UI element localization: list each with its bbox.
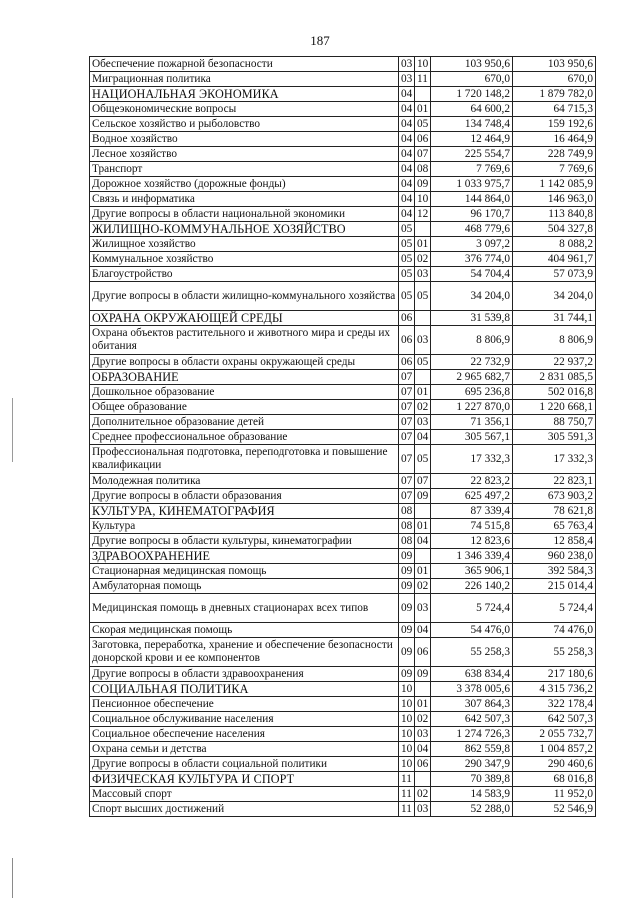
amount-year-1: 54 704,4 <box>431 267 513 282</box>
amount-year-2: 670,0 <box>513 72 596 87</box>
subsection-code: 01 <box>415 102 431 117</box>
item-name: Скорая медицинская помощь <box>90 623 399 638</box>
amount-year-2: 504 327,8 <box>513 222 596 237</box>
item-name: Заготовка, переработка, хранение и обеспечение безопасности донорской крови и ее компонентов <box>90 638 399 667</box>
section-code: 09 <box>399 564 415 579</box>
section-row <box>90 772 596 787</box>
item-name: Молодежная политика <box>90 474 399 489</box>
section-code: 09 <box>399 623 415 638</box>
item-name: Коммунальное хозяйство <box>90 252 399 267</box>
section-code: 06 <box>399 326 415 355</box>
amount-year-2: 502 016,8 <box>513 385 596 400</box>
section-code: 04 <box>399 162 415 177</box>
subsection-code: 08 <box>415 162 431 177</box>
table-row <box>90 72 596 87</box>
amount-year-1: 22 823,2 <box>431 474 513 489</box>
section-row <box>90 504 596 519</box>
amount-year-2: 642 507,3 <box>513 712 596 727</box>
section-row <box>90 549 596 564</box>
amount-year-2: 8 806,9 <box>513 326 596 355</box>
subsection-code: 02 <box>415 787 431 802</box>
table-row <box>90 177 596 192</box>
item-name: Лесное хозяйство <box>90 147 399 162</box>
section-code: 07 <box>399 385 415 400</box>
table-row <box>90 594 596 623</box>
amount-year-2: 74 476,0 <box>513 623 596 638</box>
budget-table-body <box>90 57 596 817</box>
section-code: 08 <box>399 519 415 534</box>
amount-year-2: 78 621,8 <box>513 504 596 519</box>
item-name: Водное хозяйство <box>90 132 399 147</box>
subsection-code: 03 <box>415 415 431 430</box>
subsection-code: 01 <box>415 385 431 400</box>
subsection-code <box>415 682 431 697</box>
table-row <box>90 757 596 772</box>
item-name: Другие вопросы в области охраны окружающей среды <box>90 355 399 370</box>
item-name: ЗДРАВООХРАНЕНИЕ <box>90 549 399 564</box>
amount-year-2: 16 464,9 <box>513 132 596 147</box>
section-code: 07 <box>399 415 415 430</box>
subsection-code: 04 <box>415 430 431 445</box>
amount-year-1: 103 950,6 <box>431 57 513 72</box>
amount-year-1: 71 356,1 <box>431 415 513 430</box>
table-row <box>90 489 596 504</box>
item-name: ЖИЛИЩНО-КОММУНАЛЬНОЕ ХОЗЯЙСТВО <box>90 222 399 237</box>
amount-year-2: 673 903,2 <box>513 489 596 504</box>
item-name: Охрана объектов растительного и животного мира и среды их обитания <box>90 326 399 355</box>
amount-year-1: 1 346 339,4 <box>431 549 513 564</box>
subsection-code: 04 <box>415 742 431 757</box>
amount-year-2: 11 952,0 <box>513 787 596 802</box>
amount-year-1: 34 204,0 <box>431 282 513 311</box>
item-name: Амбулаторная помощь <box>90 579 399 594</box>
section-code: 07 <box>399 430 415 445</box>
subsection-code: 01 <box>415 564 431 579</box>
amount-year-2: 1 220 668,1 <box>513 400 596 415</box>
section-code: 10 <box>399 697 415 712</box>
subsection-code: 02 <box>415 400 431 415</box>
table-row <box>90 742 596 757</box>
subsection-code: 01 <box>415 519 431 534</box>
item-name: Другие вопросы в области жилищно-коммунального хозяйства <box>90 282 399 311</box>
section-code: 04 <box>399 207 415 222</box>
item-name: Стационарная медицинская помощь <box>90 564 399 579</box>
section-code: 04 <box>399 117 415 132</box>
amount-year-1: 468 779,6 <box>431 222 513 237</box>
amount-year-2: 4 315 736,2 <box>513 682 596 697</box>
table-row <box>90 445 596 474</box>
subsection-code: 02 <box>415 579 431 594</box>
section-code: 05 <box>399 252 415 267</box>
section-row <box>90 682 596 697</box>
table-row <box>90 415 596 430</box>
amount-year-2: 88 750,7 <box>513 415 596 430</box>
table-row <box>90 267 596 282</box>
table-row <box>90 57 596 72</box>
section-code: 09 <box>399 594 415 623</box>
section-code: 10 <box>399 727 415 742</box>
margin-mark <box>12 858 13 898</box>
amount-year-1: 695 236,8 <box>431 385 513 400</box>
amount-year-2: 228 749,9 <box>513 147 596 162</box>
subsection-code: 03 <box>415 727 431 742</box>
item-name: ОХРАНА ОКРУЖАЮЩЕЙ СРЕДЫ <box>90 311 399 326</box>
table-row <box>90 326 596 355</box>
subsection-code: 07 <box>415 474 431 489</box>
amount-year-1: 670,0 <box>431 72 513 87</box>
amount-year-1: 3 097,2 <box>431 237 513 252</box>
section-code: 05 <box>399 237 415 252</box>
amount-year-2: 146 963,0 <box>513 192 596 207</box>
table-row <box>90 385 596 400</box>
amount-year-1: 14 583,9 <box>431 787 513 802</box>
subsection-code: 05 <box>415 355 431 370</box>
amount-year-2: 960 238,0 <box>513 549 596 564</box>
amount-year-2: 64 715,3 <box>513 102 596 117</box>
subsection-code: 10 <box>415 57 431 72</box>
section-code: 06 <box>399 355 415 370</box>
table-row <box>90 117 596 132</box>
section-code: 05 <box>399 267 415 282</box>
section-code: 09 <box>399 579 415 594</box>
amount-year-2: 34 204,0 <box>513 282 596 311</box>
amount-year-2: 7 769,6 <box>513 162 596 177</box>
subsection-code: 05 <box>415 282 431 311</box>
amount-year-2: 1 142 085,9 <box>513 177 596 192</box>
table-row <box>90 207 596 222</box>
amount-year-2: 5 724,4 <box>513 594 596 623</box>
amount-year-2: 12 858,4 <box>513 534 596 549</box>
amount-year-1: 365 906,1 <box>431 564 513 579</box>
item-name: Обеспечение пожарной безопасности <box>90 57 399 72</box>
table-row <box>90 474 596 489</box>
subsection-code: 01 <box>415 697 431 712</box>
item-name: Дошкольное образование <box>90 385 399 400</box>
amount-year-1: 64 600,2 <box>431 102 513 117</box>
amount-year-1: 12 823,6 <box>431 534 513 549</box>
section-code: 05 <box>399 222 415 237</box>
amount-year-1: 134 748,4 <box>431 117 513 132</box>
amount-year-2: 103 950,6 <box>513 57 596 72</box>
amount-year-1: 7 769,6 <box>431 162 513 177</box>
section-code: 06 <box>399 311 415 326</box>
item-name: Спорт высших достижений <box>90 802 399 817</box>
amount-year-1: 55 258,3 <box>431 638 513 667</box>
section-code: 04 <box>399 147 415 162</box>
table-row <box>90 564 596 579</box>
item-name: Дорожное хозяйство (дорожные фонды) <box>90 177 399 192</box>
amount-year-1: 307 864,3 <box>431 697 513 712</box>
item-name: Социальное обслуживание населения <box>90 712 399 727</box>
section-code: 05 <box>399 282 415 311</box>
table-row <box>90 355 596 370</box>
subsection-code: 01 <box>415 237 431 252</box>
section-code: 10 <box>399 742 415 757</box>
item-name: Сельское хозяйство и рыболовство <box>90 117 399 132</box>
amount-year-2: 305 591,3 <box>513 430 596 445</box>
item-name: Другие вопросы в области национальной экономики <box>90 207 399 222</box>
table-row <box>90 534 596 549</box>
table-row <box>90 252 596 267</box>
subsection-code: 04 <box>415 534 431 549</box>
table-row <box>90 787 596 802</box>
amount-year-2: 404 961,7 <box>513 252 596 267</box>
item-name: ОБРАЗОВАНИЕ <box>90 370 399 385</box>
section-row <box>90 370 596 385</box>
amount-year-1: 625 497,2 <box>431 489 513 504</box>
table-row <box>90 802 596 817</box>
item-name: Жилищное хозяйство <box>90 237 399 252</box>
subsection-code <box>415 772 431 787</box>
amount-year-1: 1 227 870,0 <box>431 400 513 415</box>
amount-year-1: 22 732,9 <box>431 355 513 370</box>
section-code: 04 <box>399 132 415 147</box>
subsection-code: 09 <box>415 489 431 504</box>
amount-year-2: 55 258,3 <box>513 638 596 667</box>
subsection-code: 03 <box>415 326 431 355</box>
table-row <box>90 623 596 638</box>
margin-mark <box>12 398 13 462</box>
section-code: 04 <box>399 177 415 192</box>
item-name: Другие вопросы в области здравоохранения <box>90 667 399 682</box>
amount-year-2: 215 014,4 <box>513 579 596 594</box>
amount-year-1: 70 389,8 <box>431 772 513 787</box>
amount-year-2: 52 546,9 <box>513 802 596 817</box>
amount-year-1: 638 834,4 <box>431 667 513 682</box>
table-row <box>90 519 596 534</box>
section-code: 03 <box>399 72 415 87</box>
amount-year-1: 290 347,9 <box>431 757 513 772</box>
item-name: Пенсионное обеспечение <box>90 697 399 712</box>
item-name: КУЛЬТУРА, КИНЕМАТОГРАФИЯ <box>90 504 399 519</box>
table-row <box>90 162 596 177</box>
section-code: 07 <box>399 400 415 415</box>
amount-year-1: 31 539,8 <box>431 311 513 326</box>
amount-year-1: 144 864,0 <box>431 192 513 207</box>
table-row <box>90 132 596 147</box>
subsection-code: 06 <box>415 757 431 772</box>
subsection-code <box>415 311 431 326</box>
subsection-code: 03 <box>415 267 431 282</box>
amount-year-1: 1 274 726,3 <box>431 727 513 742</box>
item-name: ФИЗИЧЕСКАЯ КУЛЬТУРА И СПОРТ <box>90 772 399 787</box>
subsection-code: 03 <box>415 594 431 623</box>
subsection-code <box>415 549 431 564</box>
section-code: 03 <box>399 57 415 72</box>
amount-year-1: 12 464,9 <box>431 132 513 147</box>
section-code: 07 <box>399 489 415 504</box>
subsection-code: 05 <box>415 445 431 474</box>
section-code: 04 <box>399 102 415 117</box>
amount-year-1: 642 507,3 <box>431 712 513 727</box>
subsection-code <box>415 370 431 385</box>
amount-year-2: 217 180,6 <box>513 667 596 682</box>
table-row <box>90 237 596 252</box>
section-row <box>90 311 596 326</box>
amount-year-1: 52 288,0 <box>431 802 513 817</box>
item-name: Другие вопросы в области социальной политики <box>90 757 399 772</box>
amount-year-1: 376 774,0 <box>431 252 513 267</box>
item-name: Массовый спорт <box>90 787 399 802</box>
section-code: 09 <box>399 549 415 564</box>
amount-year-2: 290 460,6 <box>513 757 596 772</box>
table-row <box>90 697 596 712</box>
amount-year-1: 74 515,8 <box>431 519 513 534</box>
section-code: 08 <box>399 504 415 519</box>
amount-year-2: 1 004 857,2 <box>513 742 596 757</box>
amount-year-2: 68 016,8 <box>513 772 596 787</box>
amount-year-2: 2 831 085,5 <box>513 370 596 385</box>
subsection-code: 10 <box>415 192 431 207</box>
subsection-code: 09 <box>415 177 431 192</box>
item-name: СОЦИАЛЬНАЯ ПОЛИТИКА <box>90 682 399 697</box>
table-row <box>90 102 596 117</box>
subsection-code: 07 <box>415 147 431 162</box>
section-code: 04 <box>399 87 415 102</box>
item-name: Благоустройство <box>90 267 399 282</box>
amount-year-2: 65 763,4 <box>513 519 596 534</box>
subsection-code: 05 <box>415 117 431 132</box>
section-row <box>90 222 596 237</box>
table-row <box>90 638 596 667</box>
table-row <box>90 192 596 207</box>
section-code: 09 <box>399 667 415 682</box>
subsection-code <box>415 504 431 519</box>
table-row <box>90 727 596 742</box>
amount-year-2: 22 937,2 <box>513 355 596 370</box>
item-name: Другие вопросы в области образования <box>90 489 399 504</box>
subsection-code <box>415 222 431 237</box>
subsection-code: 02 <box>415 252 431 267</box>
subsection-code: 04 <box>415 623 431 638</box>
item-name: Среднее профессиональное образование <box>90 430 399 445</box>
subsection-code: 06 <box>415 132 431 147</box>
amount-year-1: 96 170,7 <box>431 207 513 222</box>
item-name: Дополнительное образование детей <box>90 415 399 430</box>
section-code: 07 <box>399 474 415 489</box>
section-code: 07 <box>399 445 415 474</box>
amount-year-1: 8 806,9 <box>431 326 513 355</box>
item-name: Охрана семьи и детства <box>90 742 399 757</box>
table-row <box>90 282 596 311</box>
item-name: Общее образование <box>90 400 399 415</box>
table-row <box>90 147 596 162</box>
amount-year-1: 862 559,8 <box>431 742 513 757</box>
amount-year-2: 392 584,3 <box>513 564 596 579</box>
amount-year-2: 113 840,8 <box>513 207 596 222</box>
amount-year-2: 8 088,2 <box>513 237 596 252</box>
subsection-code: 12 <box>415 207 431 222</box>
subsection-code: 09 <box>415 667 431 682</box>
table-row <box>90 579 596 594</box>
section-code: 10 <box>399 757 415 772</box>
table-row <box>90 400 596 415</box>
budget-table <box>89 56 596 817</box>
amount-year-2: 322 178,4 <box>513 697 596 712</box>
amount-year-2: 159 192,6 <box>513 117 596 132</box>
subsection-code: 03 <box>415 802 431 817</box>
item-name: Социальное обеспечение населения <box>90 727 399 742</box>
section-code: 11 <box>399 802 415 817</box>
item-name: Связь и информатика <box>90 192 399 207</box>
item-name: Миграционная политика <box>90 72 399 87</box>
amount-year-1: 1 720 148,2 <box>431 87 513 102</box>
section-row <box>90 87 596 102</box>
section-code: 11 <box>399 787 415 802</box>
table-row <box>90 712 596 727</box>
section-code: 08 <box>399 534 415 549</box>
section-code: 10 <box>399 682 415 697</box>
amount-year-2: 1 879 782,0 <box>513 87 596 102</box>
item-name: Культура <box>90 519 399 534</box>
item-name: НАЦИОНАЛЬНАЯ ЭКОНОМИКА <box>90 87 399 102</box>
amount-year-1: 305 567,1 <box>431 430 513 445</box>
subsection-code: 06 <box>415 638 431 667</box>
table-row <box>90 430 596 445</box>
section-code: 09 <box>399 638 415 667</box>
amount-year-2: 22 823,1 <box>513 474 596 489</box>
item-name: Общеэкономические вопросы <box>90 102 399 117</box>
amount-year-2: 17 332,3 <box>513 445 596 474</box>
amount-year-2: 57 073,9 <box>513 267 596 282</box>
amount-year-1: 54 476,0 <box>431 623 513 638</box>
item-name: Медицинская помощь в дневных стационарах всех типов <box>90 594 399 623</box>
item-name: Другие вопросы в области культуры, кинематографии <box>90 534 399 549</box>
item-name: Профессиональная подготовка, переподготовка и повышение квалификации <box>90 445 399 474</box>
section-code: 10 <box>399 712 415 727</box>
subsection-code <box>415 87 431 102</box>
amount-year-1: 5 724,4 <box>431 594 513 623</box>
amount-year-1: 2 965 682,7 <box>431 370 513 385</box>
subsection-code: 02 <box>415 712 431 727</box>
amount-year-2: 2 055 732,7 <box>513 727 596 742</box>
page-number: 187 <box>310 33 330 48</box>
amount-year-1: 225 554,7 <box>431 147 513 162</box>
section-code: 07 <box>399 370 415 385</box>
amount-year-1: 3 378 005,6 <box>431 682 513 697</box>
section-code: 11 <box>399 772 415 787</box>
subsection-code: 11 <box>415 72 431 87</box>
item-name: Транспорт <box>90 162 399 177</box>
section-code: 04 <box>399 192 415 207</box>
amount-year-1: 87 339,4 <box>431 504 513 519</box>
table-row <box>90 667 596 682</box>
amount-year-1: 17 332,3 <box>431 445 513 474</box>
amount-year-1: 1 033 975,7 <box>431 177 513 192</box>
amount-year-2: 31 744,1 <box>513 311 596 326</box>
amount-year-1: 226 140,2 <box>431 579 513 594</box>
